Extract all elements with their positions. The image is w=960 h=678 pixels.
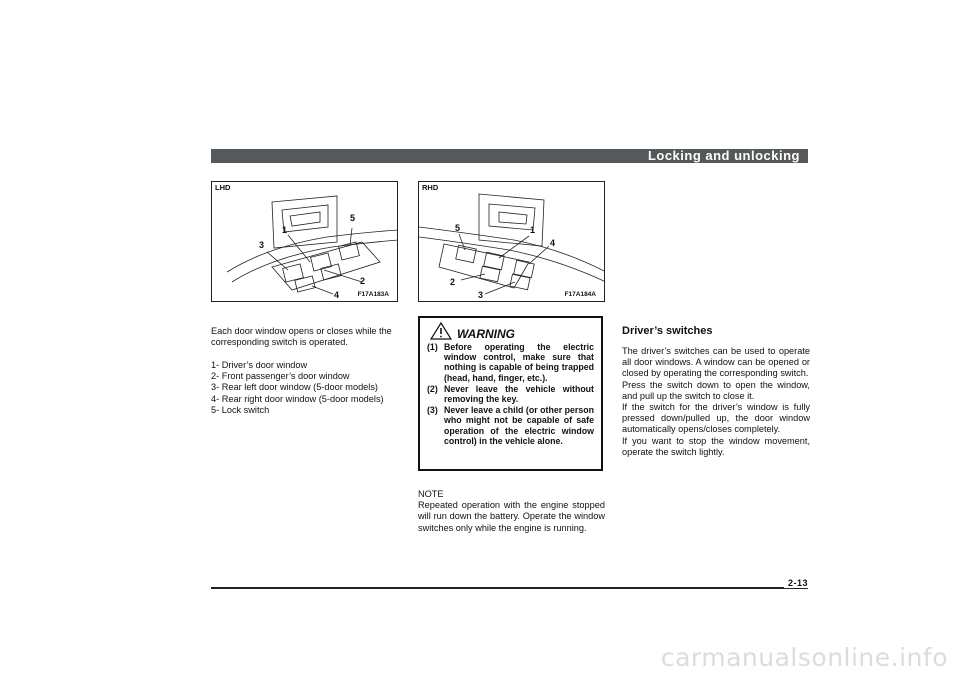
callout-2: 2 [360,276,366,286]
figure-label: LHD [215,183,231,192]
callout-2: 2 [450,277,456,287]
callout-3: 3 [259,240,265,250]
rhd-switch-illustration [418,181,605,302]
note-block [418,489,605,534]
figure-code: F17A183A [357,291,389,298]
list-item: 5- Lock switch [211,404,270,415]
paragraph: If you want to stop the window movement, operate the switch lightly. [622,435,810,457]
warning-item-number: (3) [427,405,438,416]
warning-item-number: (1) [427,342,438,352]
watermark: carmanualsonline.info [660,643,948,672]
warning-box [418,316,603,471]
callout-5: 5 [350,213,356,223]
list-item: 4- Rear right door window (5-door models) [211,393,384,404]
warning-triangle-icon [430,322,452,340]
note-text: Repeated operation with the engine stopped will run down the battery. Operate the window switches only while the engine is running. [418,500,605,533]
intro-text: Each door window opens or closes while the corresponding switch is operated. [211,326,392,348]
page-number: 2-13 [784,578,808,588]
switch-list [211,360,406,416]
intro-paragraph [211,326,401,359]
warning-item-text: Never leave the vehicle without removing the key. [444,383,594,405]
warning-item [427,405,594,446]
paragraph: If the switch for the driver’s window is fully pressed down/pulled up, the door window automatically opens/closes completely. [622,402,810,435]
warning-item [427,342,594,383]
figure-code: F17A184A [564,291,596,298]
lhd-switch-illustration [211,181,398,302]
callout-4: 4 [334,290,340,300]
drivers-switches-body [622,346,810,458]
callout-5: 5 [455,223,461,233]
list-item: 1- Driver’s door window [211,360,308,370]
list-item: 3- Rear left door window (5-door models) [211,382,378,393]
section-header-bar [211,149,808,163]
warning-item-text: Before operating the electric window control, make sure that nothing is capable of being trapped (head, hand, finger, etc.). [444,342,594,383]
warning-item-text: Never leave a child (or other person who might not be capable of safe operation of the electric window control) in the vehicle alone. [444,405,594,446]
warning-item-number: (2) [427,383,438,394]
list-item: 2- Front passenger’s door window [211,371,350,382]
footer-rule [211,587,808,589]
note-label: NOTE [418,489,444,499]
figure-label: RHD [422,183,439,192]
drivers-switches-heading: Driver’s switches [622,325,713,337]
callout-3: 3 [478,290,484,300]
warning-header [427,322,594,342]
callout-4: 4 [550,238,556,248]
warning-title: WARNING [457,327,515,341]
section-title: Locking and unlocking [647,148,800,163]
paragraph: The driver’s switches can be used to operate all door windows. A window can be opened or closed by operating the corresponding switch. [622,346,810,379]
warning-item [427,384,594,404]
rhd-door-drawing [419,182,605,302]
paragraph: Press the switch down to open the window, and pull up the switch to close it. [622,379,810,401]
callout-1: 1 [282,225,288,235]
lhd-door-drawing [212,182,398,302]
callout-1: 1 [530,225,536,235]
